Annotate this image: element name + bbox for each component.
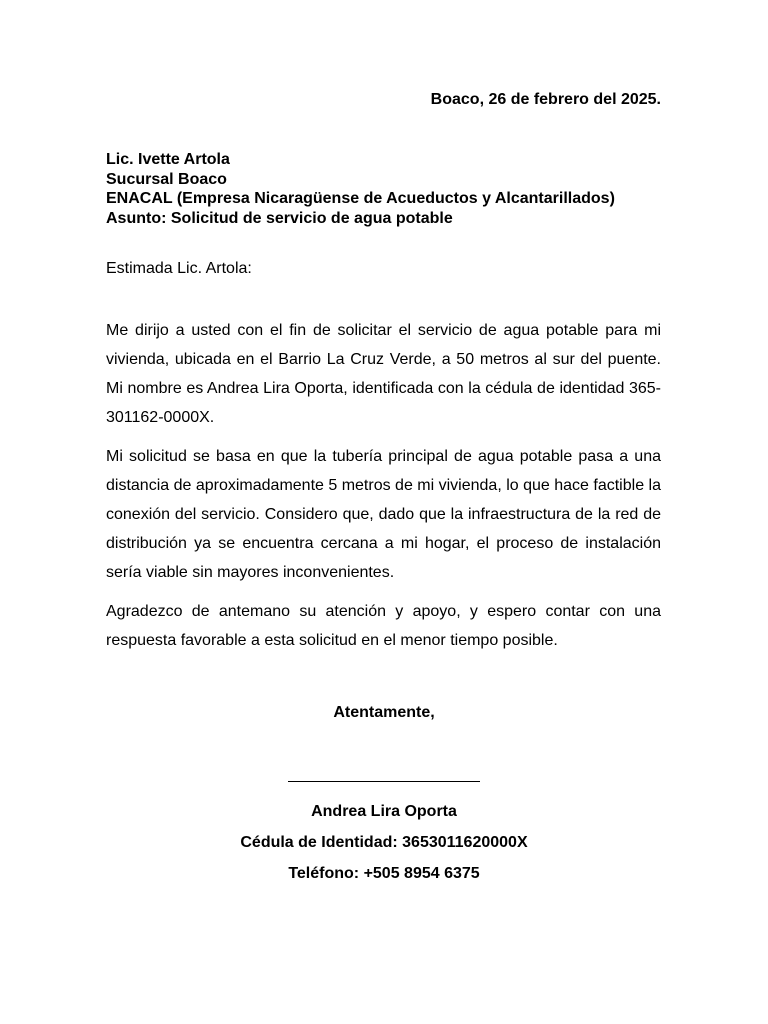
recipient-branch: Sucursal Boaco [106,170,227,188]
signature-block [0,796,768,889]
signature-line [288,781,480,782]
closing: Atentamente, [333,704,435,721]
recipient-block [106,150,666,228]
signer-phone: Teléfono: +505 8954 6375 [288,865,480,882]
signer-id: Cédula de Identidad: 3653011620000X [240,834,528,851]
letter-body [106,316,661,665]
body-paragraph-2: Mi solicitud se basa en que la tubería principal de agua potable pasa a una distancia de aproximadamente 5 metros de mi vivienda, lo que hace factible la conexión del servicio. Considero que, dado que la infraestructura de la red de distribución ya se encuentra cercana a mi hogar, el proceso de instalación sería viable sin mayores inconvenientes. [106,448,661,581]
body-paragraph-3: Agradezco de antemano su atención y apoyo, y espero contar con una respuesta favorable a esta solicitud en el menor tiempo posible. [106,603,661,649]
body-paragraph-1: Me dirijo a usted con el fin de solicitar el servicio de agua potable para mi vivienda, ubicada en el Barrio La Cruz Verde, a 50 metros al sur del puente. Mi nombre es Andrea Lira Oporta, identificada con la cédula de identidad 365-301162-0000X. [106,322,661,426]
recipient-name: Lic. Ivette Artola [106,151,230,168]
recipient-organization: ENACAL (Empresa Nicaragüense de Acueductos y Alcantarillados) [106,190,615,207]
salutation: Estimada Lic. Artola: [106,260,252,277]
letter-date: Boaco, 26 de febrero del 2025. [430,91,661,108]
letter-subject: Asunto: Solicitud de servicio de agua potable [106,209,453,227]
signer-name: Andrea Lira Oporta [311,803,457,820]
